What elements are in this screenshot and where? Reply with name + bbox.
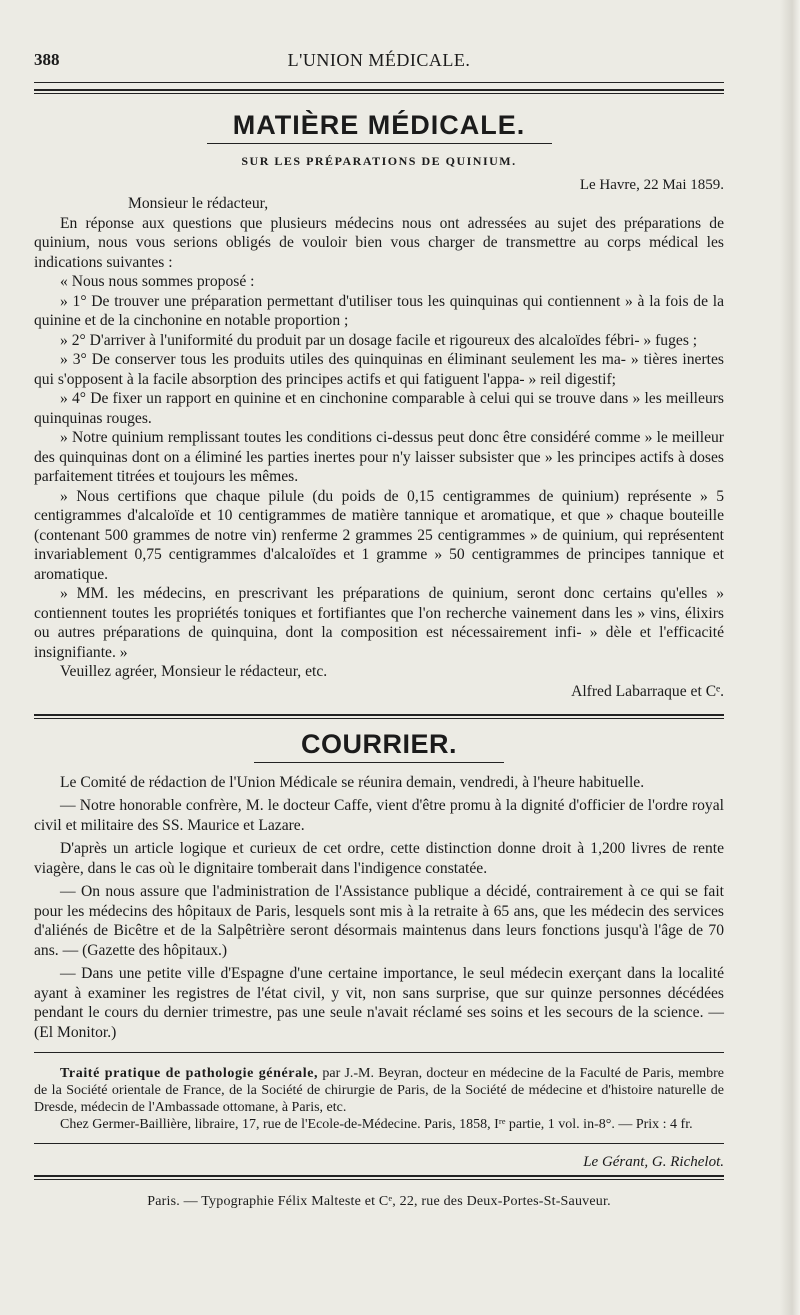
- page-edge-shadow: [780, 0, 800, 1315]
- courrier-paragraph: — On nous assure que l'administration de l'Assistance publique a décidé, contrairement à ce qui se fait pour les médecins des hôpitaux de Paris, lesquels sont mis à la retraite à 65 ans, que les médecin des services d'aliénés de Bicêtre et de la Salpêtrière seront désormais maintenus dans leurs fonctions jusqu'à l'âge de 70 ans. — (Gazette des hôpitaux.): [34, 883, 724, 959]
- courrier-title: COURRIER.: [300, 728, 457, 759]
- article-dateline: Le Havre, 22 Mai 1859.: [579, 177, 724, 193]
- book-notice: [34, 1065, 724, 1133]
- article-body: [34, 194, 724, 702]
- section-double-rule: [34, 714, 724, 719]
- courrier-paragraph: Le Comité de rédaction de l'Union Médicale se réunira demain, vendredi, à l'heure habituelle.: [60, 773, 645, 791]
- article-paragraph: » Nous certifions que chaque pilule (du poids de 0,15 centigrammes de quinium) représente » 5 centigrammes d'alcaloïde et 10 centigrammes de matière tannique et aromatique, et que » chaque bouteille (contenant 500 grammes de notre vin) renferme 2 grammes 25 centigrammes » de quinium, qui représentent invariablement 0,75 centigrammes d'alcaloïdes et 1 gramme » 50 centigrammes de principes tannique et aromatique.: [34, 487, 724, 583]
- courrier-body: [34, 773, 724, 1043]
- title-underline: [207, 143, 552, 144]
- notice-publisher: Chez Germer-Baillière, libraire, 17, rue de l'Ecole-de-Médecine. Paris, 1858, Iʳᵉ partie, 1 vol. in-8°. — Prix : 4 fr.: [60, 1117, 693, 1132]
- page-number: 388: [34, 50, 60, 69]
- article-paragraph: » 3° De conserver tous les produits utiles des quinquinas en éliminant seulement les ma- » tières inertes qui s'opposent à la facile absorption des principes actifs et qui fatiguent l'appa- » reil digestif;: [34, 351, 724, 388]
- salutation: Monsieur le rédacteur,: [128, 195, 269, 212]
- header-double-rule: [34, 89, 724, 94]
- notice-text: par J.-M. Beyran, docteur en médecine de la Faculté de Paris, membre de la Société orientale de France, de la Société de chirurgie de Paris, de la Société de médecine et d'histoire naturelle de Dresde, médecin de l'Ambassade ottomane, à Paris, etc.: [34, 1066, 724, 1115]
- footer-double-rule: [34, 1175, 724, 1180]
- courrier-paragraph: — Dans une petite ville d'Espagne d'une certaine importance, le seul médecin exerçant dans la localité ayant à examiner les registres de l'état civil, y vit, non sans surprise, que sur quinze personnes décédées pendant le cours du dernier trimestre, pas une seule n'avait réclamé ses soins et les secours de la science. — (El Monitor.): [34, 965, 724, 1041]
- article-paragraph: « Nous nous sommes proposé :: [60, 273, 255, 290]
- article-title: MATIÈRE MÉDICALE.: [232, 110, 526, 140]
- courrier-paragraph: D'après un article logique et curieux de cet ordre, cette distinction donne droit à 1,200 livres de rente viagère, dans le cas où le dignitaire tomberait dans l'indigence constatée.: [34, 840, 724, 877]
- notice-paragraph: [34, 1065, 724, 1116]
- printer-line: Paris. — Typographie Félix Malteste et Cᵉ, 22, rue des Deux-Portes-St-Sauveur.: [147, 1194, 611, 1209]
- article-paragraph: » 4° De fixer un rapport en quinine et en cinchonine comparable à celui qui se trouve dans » les meilleurs quinquinas rouges.: [34, 390, 724, 427]
- article-paragraph: En réponse aux questions que plusieurs médecins nous ont adressées au sujet des préparations de quinium, nous vous serions obligés de vouloir bien vous charger de transmettre au corps médical les indications suivantes :: [34, 214, 724, 271]
- article-paragraph: » 2° D'arriver à l'uniformité du produit par un dosage facile et rigoureux des alcaloïdes fébri- » fuges ;: [60, 331, 698, 349]
- gerant-signature: Le Gérant, G. Richelot.: [583, 1154, 724, 1170]
- footer-rule: [34, 1143, 724, 1144]
- running-title: L'UNION MÉDICALE.: [287, 50, 471, 70]
- article-subtitle: SUR LES PRÉPARATIONS DE QUINIUM.: [241, 154, 517, 168]
- article-paragraph: » Notre quinium remplissant toutes les conditions ci-dessus peut donc être considéré comme » le meilleur des quinquinas dont on a éliminé les parties inertes pour n'y laisser subsister que » les principes actifs à doses parfaitement titrées et toujours les mêmes.: [34, 429, 724, 485]
- courrier-paragraph: — Notre honorable confrère, M. le docteur Caffe, vient d'être promu à la dignité d'officier de l'ordre royal civil et militaire des SS. Maurice et Lazare.: [34, 797, 724, 834]
- article-paragraph: » MM. les médecins, en prescrivant les préparations de quinium, seront donc certains qu'elles » contiennent toutes les propriétés toniques et fortifiantes que l'on recherche vainement dans les » vins, élixirs ou autres préparations de quinquina, dont la composition est nécessairement infi- » dèle et l'efficacité insignifiante. »: [34, 585, 724, 661]
- article-paragraph: » 1° De trouver une préparation permettant d'utiliser tous les quinquinas qui contiennent » à la fois de la quinine et de la cinchonine en notable proportion ;: [34, 292, 724, 329]
- notice-title: Traité pratique de pathologie générale,: [60, 1066, 319, 1081]
- notice-rule: [34, 1052, 724, 1053]
- article-signature: Alfred Labarraque et Cᵉ.: [571, 682, 724, 700]
- page-header: [34, 42, 724, 76]
- article-paragraph: Veuillez agréer, Monsieur le rédacteur, etc.: [60, 663, 328, 680]
- header-rule: [34, 82, 724, 83]
- courrier-underline: [254, 762, 504, 763]
